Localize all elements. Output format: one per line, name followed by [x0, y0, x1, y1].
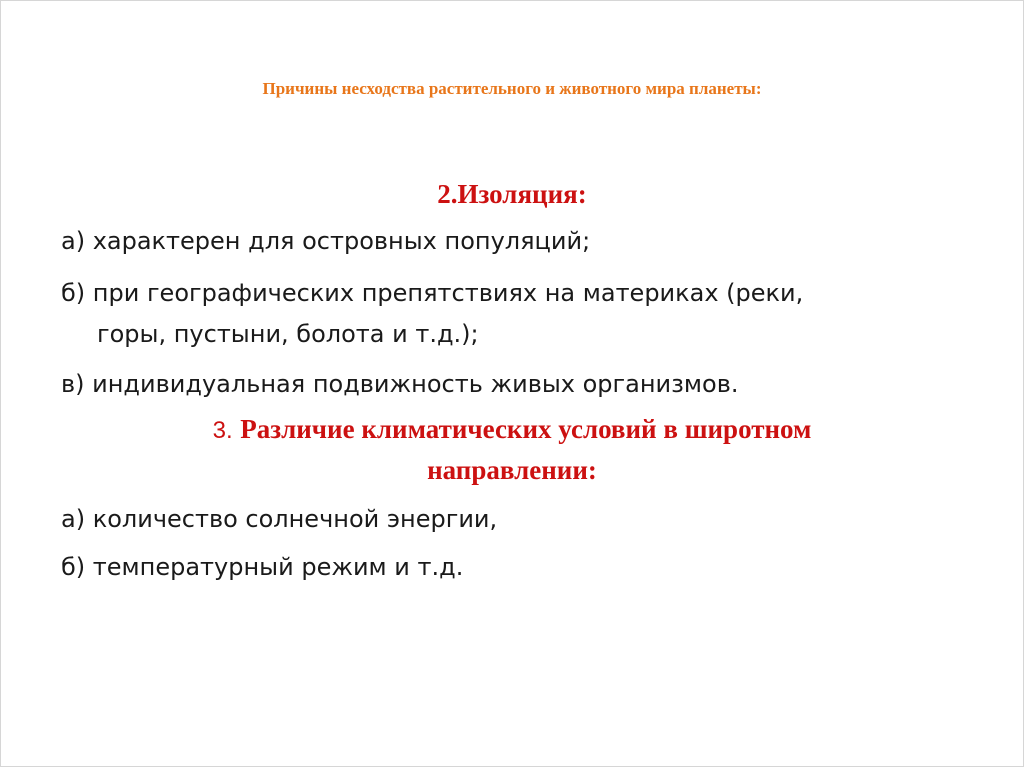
section-number: 3.: [212, 417, 233, 444]
list-item: а) количество солнечной энергии,: [61, 505, 498, 533]
list-item: а) характерен для островных популяций;: [61, 227, 591, 255]
slide-title: Причины несходства растительного и животного мира планеты:: [262, 79, 762, 98]
section-heading-continuation: направлении:: [427, 455, 597, 485]
list-item: б) при географических препятствиях на материках (реки,: [61, 279, 804, 307]
list-item: в) индивидуальная подвижность живых организмов.: [61, 370, 739, 398]
section-heading-climate: [1, 412, 1023, 448]
list-item-continuation: горы, пустыни, болота и т.д.);: [97, 320, 479, 348]
section-heading-isolation: 2.Изоляция:: [437, 179, 587, 209]
section-heading-text: Различие климатических условий в широтном: [240, 414, 812, 444]
list-item: б) температурный режим и т.д.: [61, 553, 464, 581]
